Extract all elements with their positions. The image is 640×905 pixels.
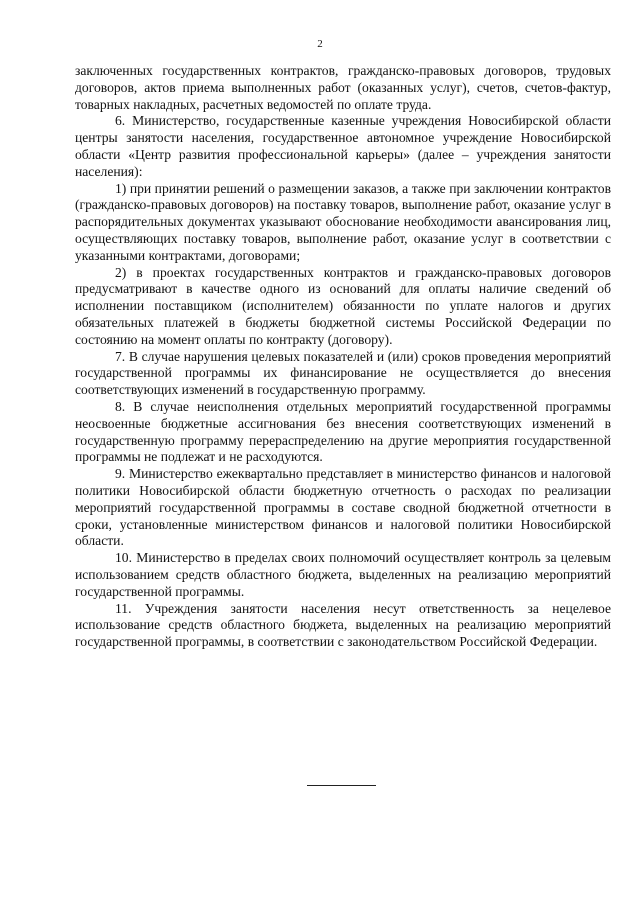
paragraph-item-6: 6. Министерство, государственные казенные учреждения Новосибирской области центры занятости населения, государственное автономное учреждение Новосибирской области «Центр развития профессиональной карьеры» (далее – учреждения занятости населения):	[75, 113, 611, 179]
end-of-document-rule	[307, 785, 376, 786]
paragraph-subitem-2: 2) в проектах государственных контрактов и гражданско-правовых договоров предусматривают в качестве одного из оснований для оплаты наличие сведений об исполнении поставщиком (исполнителем) обязанности по уплате налогов и других обязательных платежей в бюджеты бюджетной системы Российской Федерации по состоянию на момент оплаты по контракту (договору).	[75, 264, 611, 347]
paragraph-item-8: 8. В случае неисполнения отдельных мероприятий государственной программы неосвоенные бюджетные ассигнования без внесения соответствующих изменений в государственную программу перераспределению на другие мероприятия государственной программы не подлежат и не расходуются.	[75, 398, 611, 465]
paragraph-subitem-1: 1) при принятии решений о размещении заказов, а также при заключении контрактов (гражданско-правовых договоров) на поставку товаров, выполнение работ, оказание услуг в распорядительных документах указывают обоснование необходимости авансирования лиц, осуществляющих поставку товаров, выполнение работ, оказание услуг в соответствии с указанными контрактами, договорами;	[75, 180, 611, 263]
paragraph-item-7: 7. В случае нарушения целевых показателей и (или) сроков проведения мероприятий государственной программы их финансирование не осуществляется до внесения соответствующих изменений в государственную программу.	[75, 348, 611, 398]
page-number: 2	[317, 38, 323, 50]
paragraph-item-11: 11. Учреждения занятости населения несут ответственность за нецелевое использование средств областного бюджета, выделенных на реализацию мероприятий государственной программы, в соответствии с законодательством Российской Федерации.	[75, 600, 611, 650]
paragraph-item-10: 10. Министерство в пределах своих полномочий осуществляет контроль за целевым использованием средств областного бюджета, выделенных на реализацию мероприятий государственной программы.	[75, 550, 611, 599]
paragraph-continuation: заключенных государственных контрактов, гражданско-правовых договоров, трудовых договоров, актов приема выполненных работ (оказанных услуг), счетов, счетов-фактур, товарных накладных, расчетных ведомостей по оплате труда.	[75, 63, 611, 112]
paragraph-item-9: 9. Министерство ежеквартально представляет в министерство финансов и налоговой политики Новосибирской области бюджетную отчетность о расходах по реализации мероприятий государственной программы в составе сводной бюджетной отчетности в сроки, установленные министерством финансов и налоговой политики Новосибирской области.	[75, 466, 611, 549]
document-body	[75, 63, 611, 651]
